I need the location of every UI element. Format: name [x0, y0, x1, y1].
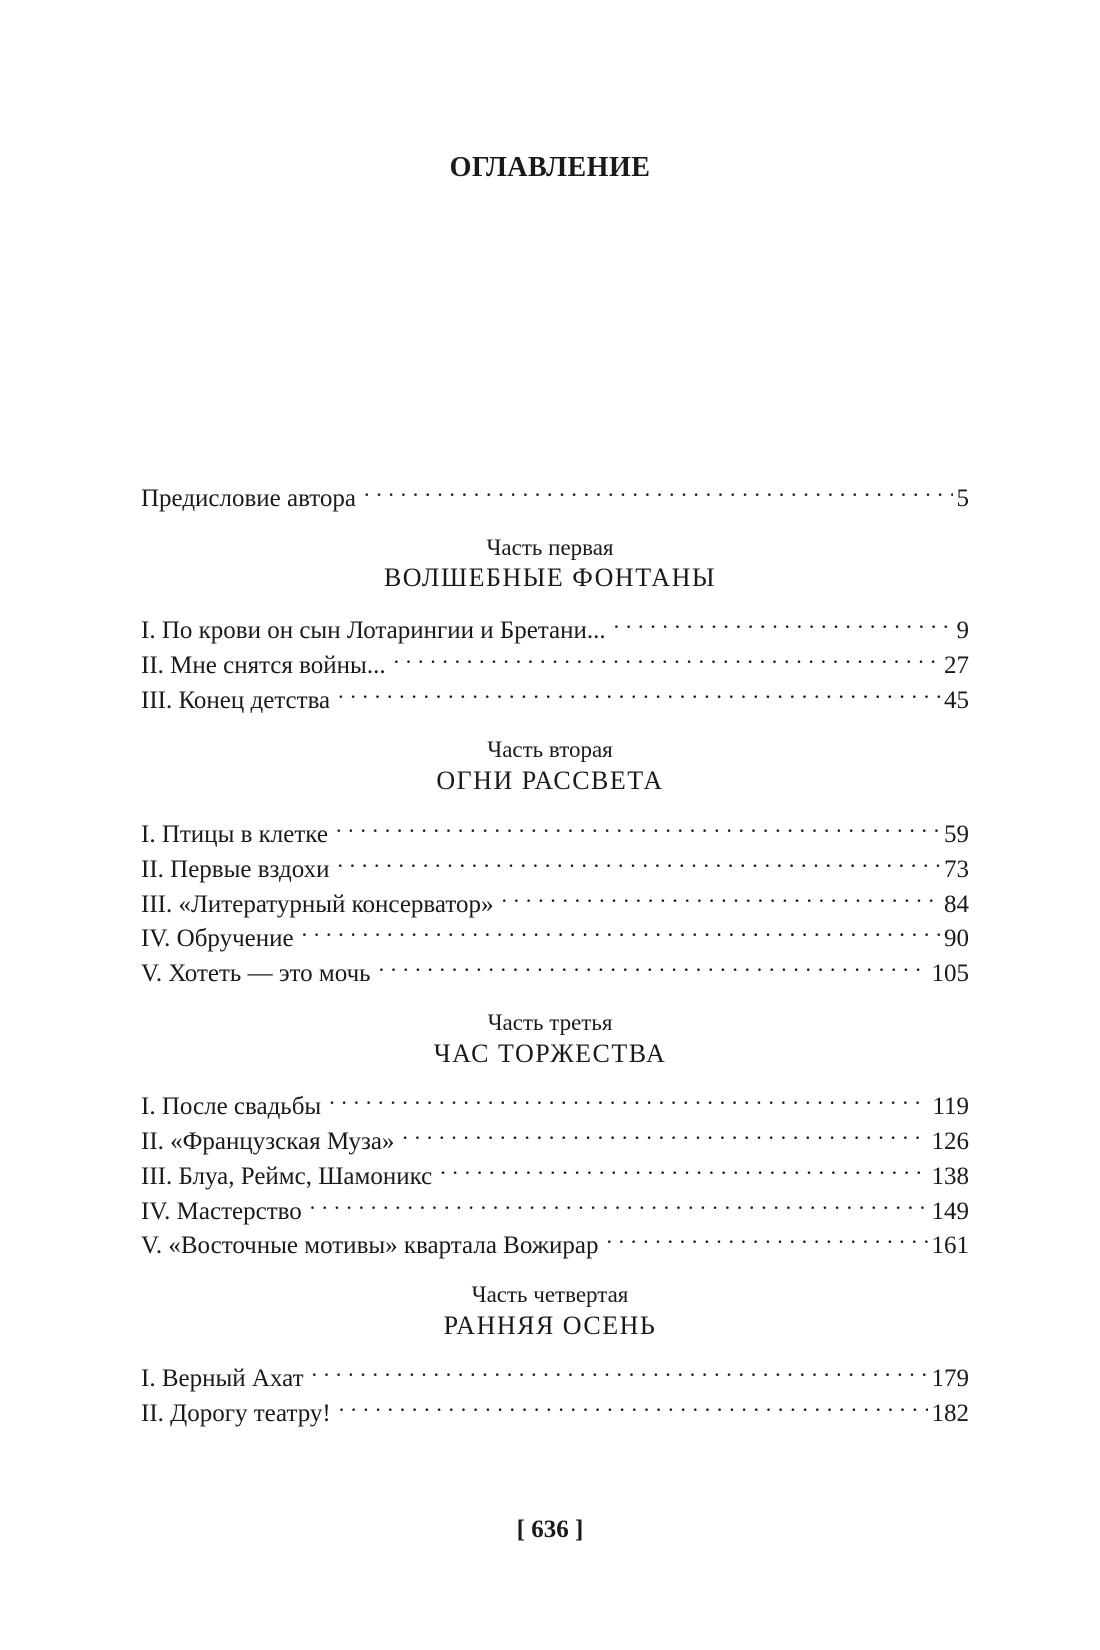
toc-entry-title: IV. Мастерство	[141, 1198, 302, 1225]
dot-leader	[440, 1150, 927, 1184]
toc-entry	[141, 1115, 969, 1155]
toc-page-number: 73	[944, 856, 969, 883]
toc-entry-title: III. Блуа, Реймс, Шамоникс	[141, 1163, 433, 1190]
toc-page-number: 105	[931, 960, 969, 987]
toc-entry-title: I. Верный Ахат	[141, 1365, 304, 1392]
toc-entry-title: II. Мне снятся войны...	[141, 652, 386, 679]
toc-entry-title: V. «Восточные мотивы» квартала Вожирар	[141, 1232, 599, 1259]
toc-entry	[141, 1080, 969, 1120]
dot-leader	[337, 843, 940, 877]
toc-page-number: 179	[931, 1365, 969, 1392]
page-title: ОГЛАВЛЕНИЕ	[449, 152, 651, 183]
toc-page-number: 161	[931, 1232, 969, 1259]
toc-entry-title: I. По крови он сын Лотарингии и Бретани...	[141, 617, 606, 644]
toc-entry	[141, 1219, 969, 1259]
part-name: ОГНИ РАССВЕТА	[436, 766, 664, 795]
toc-entry	[141, 674, 969, 714]
toc-entry-title: IV. Обручение	[141, 925, 294, 952]
dot-leader	[364, 472, 953, 506]
toc-page-number: 45	[944, 687, 969, 714]
page-number-folio: [ 636 ]	[516, 1516, 584, 1543]
dot-leader	[339, 1387, 928, 1421]
toc-page-number: 182	[931, 1400, 969, 1427]
part-label: Часть третья	[487, 1010, 613, 1035]
toc-entry-title: II. Дорогу театру!	[141, 1400, 331, 1427]
dot-leader	[402, 1115, 927, 1149]
dot-leader	[379, 947, 928, 981]
dot-leader	[338, 674, 940, 708]
dot-leader	[501, 878, 940, 912]
toc-page-number: 59	[944, 821, 969, 848]
toc-entry	[141, 843, 969, 883]
toc-page-number: 126	[931, 1128, 969, 1155]
toc-entry	[141, 947, 969, 987]
toc-page-number: 5	[956, 485, 969, 512]
dot-leader	[614, 604, 953, 638]
dot-leader	[606, 1219, 927, 1253]
part-label: Часть первая	[486, 535, 614, 560]
dot-leader	[336, 808, 940, 842]
toc-entry-preface	[141, 472, 969, 512]
toc-entry	[141, 604, 969, 644]
toc-entry-title: V. Хотеть — это мочь	[141, 960, 371, 987]
toc-entry-title: III. «Литературный консерватор»	[141, 891, 494, 918]
toc-page-number: 149	[931, 1198, 969, 1225]
dot-leader	[394, 639, 940, 673]
toc-entry-title: II. Первые вздохи	[141, 856, 330, 883]
dot-leader	[310, 1185, 928, 1219]
toc-entry	[141, 1150, 969, 1190]
toc-entry	[141, 639, 969, 679]
toc-entry	[141, 912, 969, 952]
toc-entry	[141, 878, 969, 918]
dot-leader	[302, 912, 940, 946]
toc-entry	[141, 1352, 969, 1392]
toc-entry-title: Предисловие автора	[141, 485, 356, 512]
toc-page-number: 90	[944, 925, 969, 952]
toc-entry-title: I. Птицы в клетке	[141, 821, 328, 848]
toc-page-number: 9	[956, 617, 969, 644]
toc-page-number: 27	[944, 652, 969, 679]
toc-entry-title: II. «Французская Муза»	[141, 1128, 395, 1155]
dot-leader	[312, 1352, 928, 1386]
toc-entry-title: I. После свадьбы	[141, 1093, 322, 1120]
part-name: РАННЯЯ ОСЕНЬ	[443, 1311, 657, 1340]
toc-page-number: 138	[931, 1163, 969, 1190]
toc-page-number: 84	[944, 891, 969, 918]
toc-entry	[141, 808, 969, 848]
part-name: ЧАС ТОРЖЕСТВА	[433, 1039, 667, 1068]
toc-entry	[141, 1387, 969, 1427]
part-name: ВОЛШЕБНЫЕ ФОНТАНЫ	[383, 563, 717, 592]
toc-entry	[141, 1185, 969, 1225]
toc-entry-title: III. Конец детства	[141, 687, 331, 714]
dot-leader	[329, 1080, 928, 1114]
toc-page-number: 119	[932, 1093, 969, 1120]
part-label: Часть вторая	[487, 737, 613, 762]
part-label: Часть четвертая	[471, 1282, 629, 1307]
